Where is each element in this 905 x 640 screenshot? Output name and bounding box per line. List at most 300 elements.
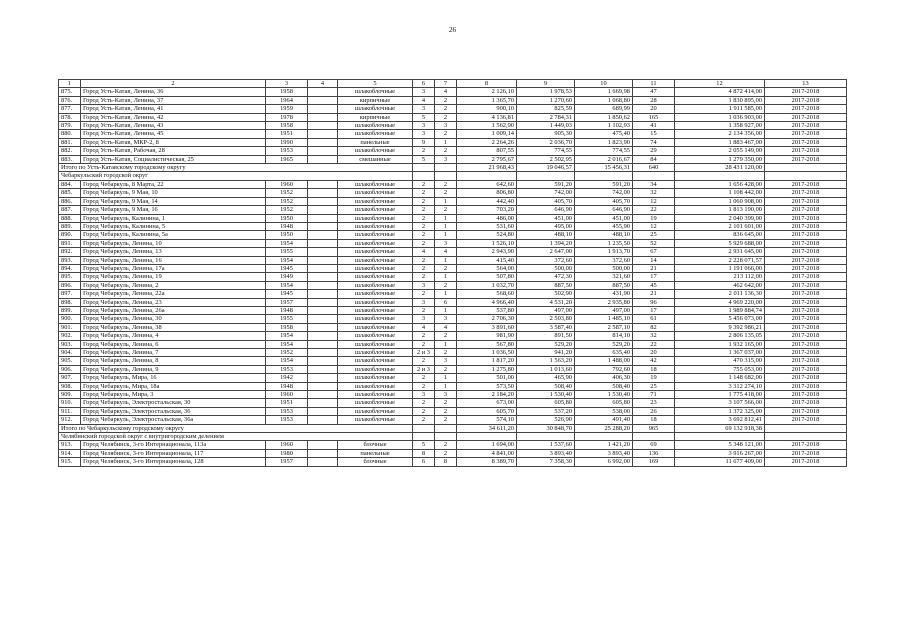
table-cell: 2 134 356,00	[675, 130, 765, 138]
table-cell: шлакоблочные	[338, 273, 413, 281]
table-cell: 915.	[59, 458, 81, 466]
table-cell: 2	[413, 264, 435, 272]
table-cell: 3	[413, 281, 435, 289]
table-cell	[457, 172, 517, 180]
table-cell: 905,30	[517, 130, 575, 138]
table-cell: 4 841,00	[457, 449, 517, 457]
table-cell: шлакоблочные	[338, 214, 413, 222]
table-cell: 2	[413, 407, 435, 415]
table-cell: 6 992,00	[575, 458, 633, 466]
table-cell: 1 694,00	[457, 441, 517, 449]
table-cell: 1 421,20	[575, 441, 633, 449]
table-cell: 2	[413, 239, 435, 247]
table-cell: 84	[633, 155, 675, 163]
table-cell: 2	[413, 222, 435, 230]
table-cell: 902.	[59, 332, 81, 340]
table-cell: 2	[413, 374, 435, 382]
table-cell: 2	[413, 357, 435, 365]
table-row	[59, 323, 847, 331]
table-cell: 1 270,60	[517, 96, 575, 104]
table-cell: 2017-2018	[765, 382, 847, 390]
table-cell: 1951	[266, 399, 308, 407]
table-cell: 886.	[59, 197, 81, 205]
table-cell: 1 148 682,00	[675, 374, 765, 382]
table-cell: 895.	[59, 273, 81, 281]
table-cell: 15	[633, 130, 675, 138]
table-cell: 1 449,03	[517, 122, 575, 130]
table-cell: 1948	[266, 382, 308, 390]
table-row	[59, 382, 847, 390]
table-cell: 875.	[59, 88, 81, 96]
table-cell: 774,55	[575, 147, 633, 155]
table-cell: 537,20	[517, 407, 575, 415]
table-cell	[675, 172, 765, 180]
table-cell: 1 367 037,00	[675, 349, 765, 357]
table-cell: 2 040 399,00	[675, 214, 765, 222]
table-cell	[308, 281, 338, 289]
table-cell: шлакоблочные	[338, 256, 413, 264]
table-cell: 591,20	[575, 180, 633, 188]
table-cell	[308, 391, 338, 399]
table-cell: 1 488,00	[575, 357, 633, 365]
table-cell: 1 036 903,00	[675, 113, 765, 121]
table-cell: 2017-2018	[765, 214, 847, 222]
table-cell: 1958	[266, 323, 308, 331]
table-cell: 531,60	[457, 222, 517, 230]
table-cell: 2017-2018	[765, 340, 847, 348]
table-cell: 41	[633, 122, 675, 130]
table-cell: 1953	[266, 407, 308, 415]
table-cell: 1	[435, 382, 457, 390]
table-cell	[308, 273, 338, 281]
table-cell: 1964	[266, 96, 308, 104]
table-cell: 4 531,20	[517, 298, 575, 306]
table-cell: 67	[633, 248, 675, 256]
table-cell: 372,60	[575, 256, 633, 264]
total-cell: 28 431 120,00	[675, 164, 765, 172]
table-cell: 1 235,50	[575, 239, 633, 247]
table-cell: 406,30	[575, 374, 633, 382]
table-cell	[308, 332, 338, 340]
table-cell: 4	[413, 323, 435, 331]
table-cell: 1950	[266, 231, 308, 239]
table-cell: 2017-2018	[765, 374, 847, 382]
table-cell: 2	[435, 147, 457, 155]
table-cell: 2017-2018	[765, 197, 847, 205]
table-cell: 1	[435, 222, 457, 230]
table-cell	[308, 147, 338, 155]
table-cell: 405,70	[517, 197, 575, 205]
table-cell: 1	[435, 231, 457, 239]
table-cell: 836 645,00	[675, 231, 765, 239]
table-row	[59, 407, 847, 415]
table-cell: шлакоблочные	[338, 399, 413, 407]
table-cell: Город Усть-Катав, Социалистическая, 25	[81, 155, 266, 163]
table-cell: Город Чебаркуль, 9 Мая, 14	[81, 197, 266, 205]
table-cell: шлакоблочные	[338, 340, 413, 348]
table-cell: 908.	[59, 382, 81, 390]
table-cell: 1 850,62	[575, 113, 633, 121]
table-cell: 5 348 121,00	[675, 441, 765, 449]
table-cell: шлакоблочные	[338, 323, 413, 331]
table-cell: 2	[413, 197, 435, 205]
table-cell: 564,00	[457, 264, 517, 272]
table-cell: Город Чебаркуль, Калинина, 5	[81, 222, 266, 230]
table-cell: 4 872 414,00	[675, 88, 765, 96]
table-cell: 472,30	[517, 273, 575, 281]
table-cell: 1952	[266, 349, 308, 357]
table-cell: 3	[413, 391, 435, 399]
table-cell: 1 913,70	[575, 248, 633, 256]
table-cell: 893.	[59, 256, 81, 264]
table-cell: 19	[633, 214, 675, 222]
table-cell	[308, 416, 338, 424]
column-header: 8	[457, 80, 517, 88]
table-row	[59, 105, 847, 113]
table-cell: Город Чебаркуль, Ленина, 38	[81, 323, 266, 331]
table-cell: 1 394,20	[517, 239, 575, 247]
table-cell: 455,90	[575, 222, 633, 230]
table-cell: 495,00	[517, 222, 575, 230]
table-cell: шлакоблочные	[338, 349, 413, 357]
table-cell: 2017-2018	[765, 231, 847, 239]
table-cell: 1990	[266, 138, 308, 146]
table-body	[59, 80, 847, 467]
table-row	[59, 416, 847, 424]
table-cell: 462 642,00	[675, 281, 765, 289]
table-cell: 1948	[266, 222, 308, 230]
table-cell: 501,00	[457, 374, 517, 382]
table-cell: 905.	[59, 357, 81, 365]
column-header: 4	[308, 80, 338, 88]
table-row	[59, 264, 847, 272]
table-cell: 508,40	[517, 382, 575, 390]
table-row	[59, 399, 847, 407]
table-cell	[413, 424, 435, 432]
table-cell: Город Усть-Катав, Ленина, 45	[81, 130, 266, 138]
table-cell: 1 562,90	[457, 122, 517, 130]
total-row	[59, 424, 847, 432]
table-cell: Город Усть-Катав, Рабочая, 28	[81, 147, 266, 155]
table-cell	[308, 458, 338, 466]
table-cell: 3 916 267,00	[675, 449, 765, 457]
table-row	[59, 273, 847, 281]
table-cell: 2 228 071,57	[675, 256, 765, 264]
table-cell: 2	[435, 399, 457, 407]
table-cell: 491,40	[575, 416, 633, 424]
table-cell: шлакоблочные	[338, 416, 413, 424]
table-cell: 1948	[266, 306, 308, 314]
table-cell: Город Чебаркуль, Ленина, 16	[81, 256, 266, 264]
table-cell: 1 817,20	[457, 357, 517, 365]
table-cell: 2 784,31	[517, 113, 575, 121]
table-cell: Город Челябинск, 3-го Интернационала, 128	[81, 458, 266, 466]
table-cell: 3	[435, 122, 457, 130]
column-header: 3	[266, 80, 308, 88]
table-cell: 538,00	[575, 407, 633, 415]
table-cell: 1 191 066,00	[675, 264, 765, 272]
table-cell: 2017-2018	[765, 391, 847, 399]
table-cell	[308, 248, 338, 256]
table-cell: 8	[435, 458, 457, 466]
table-cell: шлакоблочные	[338, 290, 413, 298]
table-cell	[457, 433, 517, 441]
table-cell: 61	[633, 315, 675, 323]
table-cell	[308, 365, 338, 373]
table-cell: 2	[435, 449, 457, 457]
table-cell	[308, 113, 338, 121]
table-row	[59, 315, 847, 323]
table-cell: 529,20	[517, 340, 575, 348]
table-cell: 2	[413, 382, 435, 390]
table-cell: 136	[633, 449, 675, 457]
table-cell: 2 647,00	[517, 248, 575, 256]
table-cell: Город Чебаркуль, Электростальская, 36а	[81, 416, 266, 424]
table-row	[59, 88, 847, 96]
table-header-row	[59, 80, 847, 88]
table-cell: Город Чебаркуль, Ленина, 10	[81, 239, 266, 247]
table-cell	[308, 155, 338, 163]
table-row	[59, 357, 847, 365]
table-cell: 2 016,67	[575, 155, 633, 163]
table-cell: 497,00	[575, 306, 633, 314]
table-cell: 900.	[59, 315, 81, 323]
table-cell: 892.	[59, 248, 81, 256]
table-cell: 2	[435, 113, 457, 121]
column-header: 5	[338, 80, 413, 88]
table-cell	[308, 340, 338, 348]
section-label: Чебаркульский городской округ	[59, 172, 413, 180]
table-cell: 2	[435, 407, 457, 415]
table-row	[59, 365, 847, 373]
table-cell: 2017-2018	[765, 458, 847, 466]
table-cell: 5 929 688,00	[675, 239, 765, 247]
table-cell: Город Чебаркуль, Электростальская, 30	[81, 399, 266, 407]
table-cell: 1 102,93	[575, 122, 633, 130]
section-row	[59, 172, 847, 180]
table-cell: Город Чебаркуль, Мира, 3	[81, 391, 266, 399]
table-row	[59, 113, 847, 121]
table-cell	[308, 407, 338, 415]
table-cell	[308, 374, 338, 382]
table-cell: 646,90	[517, 206, 575, 214]
table-cell: 45	[633, 281, 675, 289]
table-cell: 1 530,40	[575, 391, 633, 399]
table-cell: 2 935,80	[575, 298, 633, 306]
table-row	[59, 231, 847, 239]
table-cell: 2017-2018	[765, 147, 847, 155]
table-cell: 774,55	[517, 147, 575, 155]
table-cell: 2017-2018	[765, 407, 847, 415]
table-row	[59, 306, 847, 314]
table-row	[59, 248, 847, 256]
table-row	[59, 349, 847, 357]
table-cell: Город Чебаркуль, Ленина, 9	[81, 365, 266, 373]
table-cell	[633, 172, 675, 180]
table-cell: 3 891,60	[457, 323, 517, 331]
table-cell: 894.	[59, 264, 81, 272]
table-cell	[413, 433, 435, 441]
table-cell: 5	[413, 155, 435, 163]
table-cell: 1 823,90	[575, 138, 633, 146]
table-cell: 1 068,80	[575, 96, 633, 104]
table-cell: 1949	[266, 273, 308, 281]
table-cell: 2017-2018	[765, 315, 847, 323]
table-cell: Город Чебаркуль, 8 Марта, 22	[81, 180, 266, 188]
table-cell: 1954	[266, 281, 308, 289]
table-cell: 1 526,10	[457, 239, 517, 247]
table-cell: 52	[633, 239, 675, 247]
table-cell: 2017-2018	[765, 357, 847, 365]
column-header: 1	[59, 80, 81, 88]
table-cell: 2 и 3	[413, 349, 435, 357]
table-cell	[308, 105, 338, 113]
table-cell: шлакоблочные	[338, 239, 413, 247]
table-cell: 1 669,98	[575, 88, 633, 96]
table-cell: 891.	[59, 239, 81, 247]
table-cell	[633, 433, 675, 441]
table-cell: 1960	[266, 180, 308, 188]
table-cell: шлакоблочные	[338, 248, 413, 256]
table-cell: 2017-2018	[765, 349, 847, 357]
table-cell: 2	[413, 273, 435, 281]
page-number: 26	[449, 26, 456, 34]
table-cell: 1942	[266, 374, 308, 382]
table-cell: 1	[435, 256, 457, 264]
table-cell: блочные	[338, 441, 413, 449]
table-cell: 2017-2018	[765, 206, 847, 214]
table-cell: 2 706,30	[457, 315, 517, 323]
table-cell	[308, 449, 338, 457]
table-cell	[308, 315, 338, 323]
total-label: Итого по Усть-Катавскому городскому округу	[59, 164, 413, 172]
table-row	[59, 441, 847, 449]
table-cell: 2 011 136,30	[675, 290, 765, 298]
table-cell: Город Чебаркуль, Ленина, 17а	[81, 264, 266, 272]
table-cell: 941,20	[517, 349, 575, 357]
table-cell: 475,40	[575, 130, 633, 138]
table-cell: 906.	[59, 365, 81, 373]
table-cell: 881.	[59, 138, 81, 146]
table-cell: 1 883 467,00	[675, 138, 765, 146]
table-cell: 568,60	[457, 290, 517, 298]
table-cell: шлакоблочные	[338, 281, 413, 289]
table-cell: 1 108 442,00	[675, 189, 765, 197]
table-cell: 2	[413, 290, 435, 298]
table-cell: 20	[633, 349, 675, 357]
table-cell: 2017-2018	[765, 105, 847, 113]
table-cell: 2017-2018	[765, 416, 847, 424]
section-row	[59, 433, 847, 441]
table-cell: 3	[413, 130, 435, 138]
table-cell: 14	[633, 256, 675, 264]
table-cell: 2 264,26	[457, 138, 517, 146]
table-cell: 1 932 165,00	[675, 340, 765, 348]
table-cell: 574,10	[457, 416, 517, 424]
table-cell: шлакоблочные	[338, 231, 413, 239]
table-cell: 2	[435, 332, 457, 340]
table-cell: 1 009,14	[457, 130, 517, 138]
table-cell: 488,10	[575, 231, 633, 239]
table-cell: Город Чебаркуль, Ленина, 30	[81, 315, 266, 323]
table-cell: 1 060 908,00	[675, 197, 765, 205]
table-cell: 1953	[266, 147, 308, 155]
table-cell	[308, 441, 338, 449]
table-cell: Город Чебаркуль, Мира, 16	[81, 374, 266, 382]
table-row	[59, 122, 847, 130]
table-cell: 907.	[59, 374, 81, 382]
total-cell: 34 611,20	[457, 424, 517, 432]
table-cell: 502,90	[517, 290, 575, 298]
table-cell: 1980	[266, 449, 308, 457]
table-cell	[435, 433, 457, 441]
table-cell: 3	[435, 239, 457, 247]
table-cell: 1	[435, 340, 457, 348]
table-cell: 1950	[266, 214, 308, 222]
table-cell: 3 587,40	[517, 323, 575, 331]
table-row	[59, 458, 847, 466]
table-cell: 910.	[59, 399, 81, 407]
table-cell: 21	[633, 290, 675, 298]
table-cell: 2 587,10	[575, 323, 633, 331]
table-cell: 2017-2018	[765, 222, 847, 230]
table-cell: 1 485,10	[575, 315, 633, 323]
table-cell: 2017-2018	[765, 96, 847, 104]
table-cell: Город Челябинск, 3-го Интернационала, 113а	[81, 441, 266, 449]
table-cell: Город Усть-Катав, Ленина, 36	[81, 88, 266, 96]
table-cell: 605,80	[575, 399, 633, 407]
table-cell: 2017-2018	[765, 323, 847, 331]
table-cell: 2	[435, 105, 457, 113]
table-cell: шлакоблочные	[338, 365, 413, 373]
table-cell: 3	[435, 155, 457, 163]
table-cell: 23	[633, 399, 675, 407]
table-cell: 1 830 895,00	[675, 96, 765, 104]
table-cell: 1957	[266, 458, 308, 466]
table-cell: 7 358,30	[517, 458, 575, 466]
table-cell	[308, 197, 338, 205]
table-cell: 3	[413, 298, 435, 306]
table-cell: 4	[435, 248, 457, 256]
table-cell	[308, 239, 338, 247]
table-cell: 1960	[266, 441, 308, 449]
table-cell: 1955	[266, 248, 308, 256]
table-cell	[413, 172, 435, 180]
table-cell: 1 537,60	[517, 441, 575, 449]
table-cell: 573,50	[457, 382, 517, 390]
table-cell: 3	[413, 105, 435, 113]
table-cell: 591,20	[517, 180, 575, 188]
table-cell	[413, 164, 435, 172]
table-cell: 1 275,80	[457, 365, 517, 373]
table-cell: 2 101 601,00	[675, 222, 765, 230]
table-cell: 8 389,70	[457, 458, 517, 466]
table-row	[59, 391, 847, 399]
table-cell: 25	[633, 231, 675, 239]
table-cell: 897.	[59, 290, 81, 298]
table-cell: 2	[435, 441, 457, 449]
table-cell: 605,70	[457, 407, 517, 415]
table-cell: 47	[633, 88, 675, 96]
table-cell	[765, 433, 847, 441]
table-cell: 5 456 073,00	[675, 315, 765, 323]
table-cell	[575, 433, 633, 441]
table-cell: 2017-2018	[765, 189, 847, 197]
table-cell: 2	[435, 281, 457, 289]
table-cell	[765, 172, 847, 180]
table-cell: шлакоблочные	[338, 180, 413, 188]
table-cell: 1 911 585,00	[675, 105, 765, 113]
